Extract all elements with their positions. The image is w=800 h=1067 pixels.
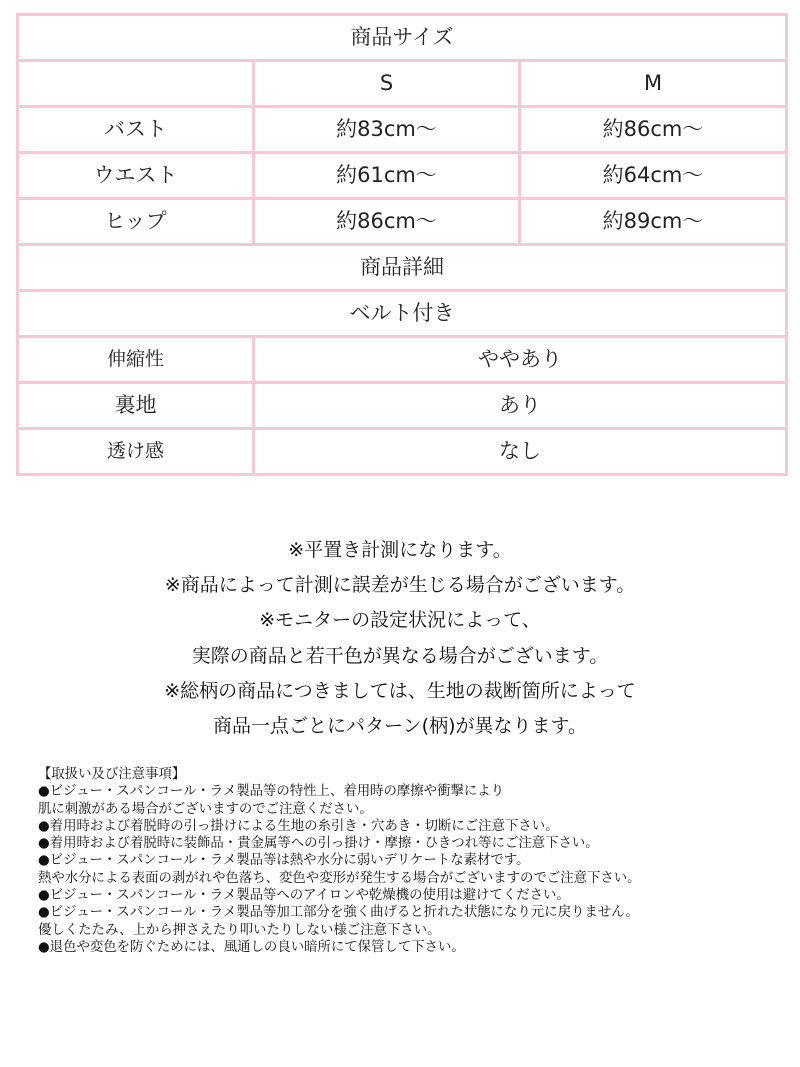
care-line: 熱や水分による表面の剥がれや色落ち、変色や変形が発生する場合がございますのでご注意下さい。 bbox=[38, 870, 641, 886]
size-value-s: 約61cm～ bbox=[254, 153, 520, 199]
detail-row-stretch bbox=[18, 337, 787, 383]
detail-row-lining bbox=[18, 383, 787, 429]
size-title-row bbox=[18, 15, 787, 61]
note-line: 実際の商品と若干色が異なる場合がございます。 bbox=[191, 644, 609, 667]
detail-table-title: 商品詳細 bbox=[18, 245, 787, 291]
detail-title-row bbox=[18, 245, 787, 291]
care-line: 肌に刺激がある場合がございますのでご注意ください。 bbox=[38, 801, 373, 817]
detail-feature-row bbox=[18, 291, 787, 337]
measurement-notes bbox=[0, 533, 800, 744]
size-header-empty-cell bbox=[18, 61, 254, 107]
size-header-m: M bbox=[520, 61, 787, 107]
detail-row-value: ややあり bbox=[254, 337, 787, 383]
care-line: ●ビジュー・スパンコール・ラメ製品等へのアイロンや乾燥機の使用は避けてください。 bbox=[38, 888, 570, 904]
size-row-hip bbox=[18, 199, 787, 245]
size-value-m: 約86cm～ bbox=[520, 107, 787, 153]
detail-row-label: 裏地 bbox=[18, 383, 254, 429]
care-line: ●着用時および着脱時に装飾品・貴金属等への引っ掛け・摩擦・ひきつれ等にご注意下さい。 bbox=[38, 836, 599, 852]
size-table-title: 商品サイズ bbox=[18, 15, 787, 61]
detail-row-label: 透け感 bbox=[18, 429, 254, 475]
care-line: ●ビジュー・スパンコール・ラメ製品等は熱や水分に弱いデリケートな素材です。 bbox=[38, 853, 530, 869]
size-row-waist bbox=[18, 153, 787, 199]
note-line: 商品一点ごとにパターン(柄)が異なります。 bbox=[213, 715, 587, 738]
size-row-bust bbox=[18, 107, 787, 153]
care-line: ●着用時および着脱時の引っ掛けによる生地の糸引き・穴あき・切断にご注意下さい。 bbox=[38, 818, 559, 834]
note-line: ※総柄の商品につきましては、生地の裁断箇所によって bbox=[164, 679, 636, 702]
size-value-m: 約89cm～ bbox=[520, 199, 787, 245]
detail-row-sheerness bbox=[18, 429, 787, 475]
detail-feature: ベルト付き bbox=[18, 291, 787, 337]
size-value-m: 約64cm～ bbox=[520, 153, 787, 199]
note-line: ※モニターの設定状況によって、 bbox=[259, 609, 541, 632]
size-value-s: 約86cm～ bbox=[254, 199, 520, 245]
detail-row-value: なし bbox=[254, 429, 787, 475]
detail-row-label: 伸縮性 bbox=[18, 337, 254, 383]
care-line: ●ビジュー・スパンコール・ラメ製品等の特性上、着用時の摩擦や衝撃により bbox=[38, 784, 505, 800]
care-line: ●ビジュー・スパンコール・ラメ製品等加工部分を強く曲げると折れた状態になり元に戻りません。 bbox=[38, 905, 639, 921]
size-row-label: ウエスト bbox=[18, 153, 254, 199]
care-heading: 【取扱い及び注意事項】 bbox=[38, 767, 186, 782]
detail-row-value: あり bbox=[254, 383, 787, 429]
note-line: ※商品によって計測に誤差が生じる場合がございます。 bbox=[164, 574, 636, 597]
size-value-s: 約83cm～ bbox=[254, 107, 520, 153]
note-line: ※平置き計測になります。 bbox=[288, 539, 512, 561]
size-row-label: バスト bbox=[18, 107, 254, 153]
size-header-s: S bbox=[254, 61, 520, 107]
care-line: 優しくたたみ、上から押さえたり叩いたりしない様ご注意下さい。 bbox=[38, 922, 441, 938]
size-row-label: ヒップ bbox=[18, 199, 254, 245]
care-line: ●退色や変色を防ぐためには、風通しの良い暗所にて保管して下さい。 bbox=[38, 939, 465, 955]
product-spec-table bbox=[16, 13, 788, 476]
care-instructions bbox=[38, 766, 778, 956]
size-header-row bbox=[18, 61, 787, 107]
